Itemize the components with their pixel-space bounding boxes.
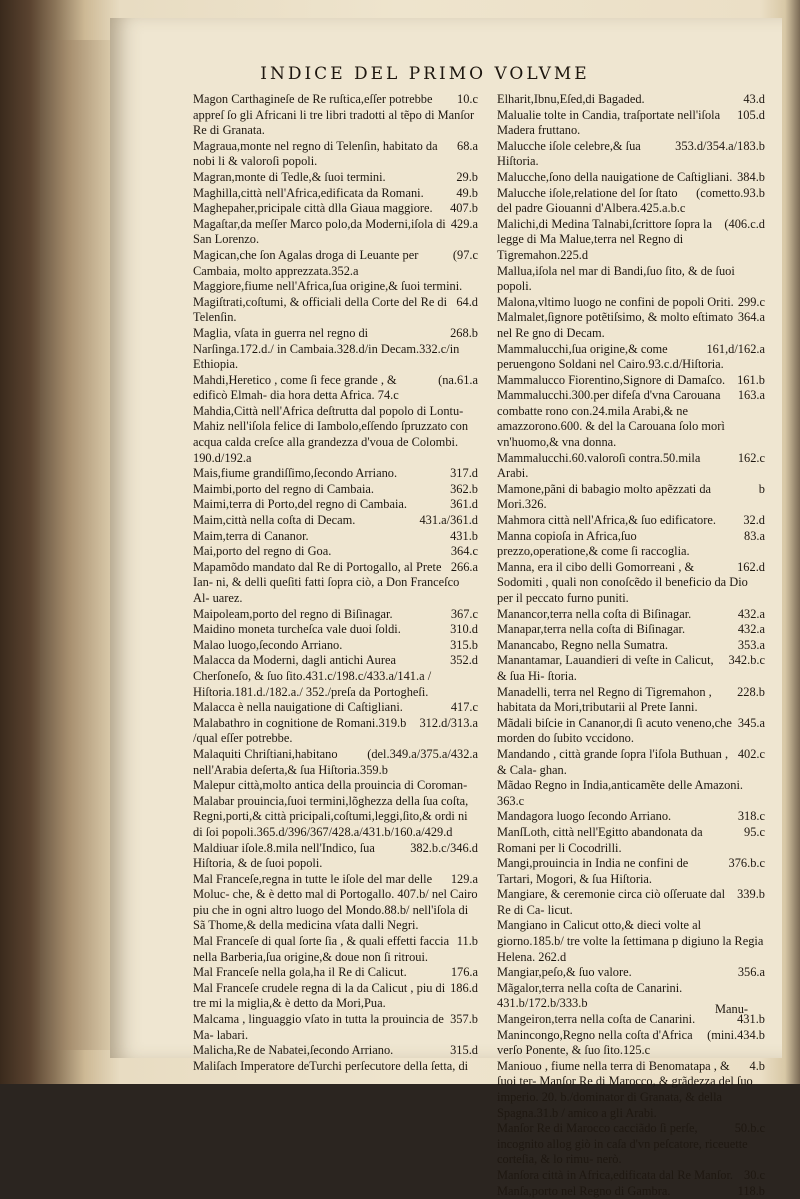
index-entry-text: Mangeiron,terra nella coſta de Canarini.: [497, 1012, 696, 1027]
index-entry-text: Mãdali biſcie in Cananor,di ſi acuto veneno,che morden do ſubito vccidono.: [497, 715, 732, 746]
index-entry-reference: 83.a: [744, 528, 765, 543]
index-entry-text: Malualie tolte in Candia, traſportate nell'iſola Madera fruttano.: [497, 107, 721, 138]
index-entry: [193, 170, 478, 186]
index-entry: [497, 139, 765, 170]
index-entry-text: Malucche iſole,relatione del ſor ſtato del padre Giouanni d'Albera.425.a.b.c: [497, 185, 686, 216]
index-entry-text: Mammalucchi.300.per difeſa d'vna Carouana combatte rono con.24.mila Arabi,& ne amazzorono.600. & del la Carouana ſolo morì vn'huomo,& vna donna.: [497, 388, 725, 450]
index-entry-reference: (del.349.a/375.a/432.a: [367, 746, 478, 761]
index-entry-text: Magon Carthagineſe de Re ruſtica,eſſer potrebbe appreſ ſo gli Africani li tre libri tradotti al tẽpo di Manſor Re di Granata.: [193, 92, 475, 138]
index-entry: [193, 607, 478, 623]
index-entry-reference: 163.a: [737, 388, 765, 403]
index-entry: [193, 186, 478, 202]
index-entry-text: Mammalucchi.60.valoroſi contra.50.mila Arabi.: [497, 450, 701, 481]
index-entry-text: Manancabo, Regno nella Sumatra.: [497, 637, 669, 652]
index-entry: [193, 201, 478, 217]
index-entry-reference: 402.c: [737, 746, 765, 761]
index-entry-text: Malmalet,ſignore potẽtiſsimo, & molto eſtimato nel Re gno di Decam.: [497, 310, 734, 340]
index-entry-text: Maggiore,fiume nell'Africa,ſua origine,& ſuoi termini.: [193, 279, 463, 294]
index-entry-text: Malicha,Re de Nabatei,ſecondo Arriano.: [193, 1043, 394, 1058]
index-entry: [497, 685, 765, 716]
index-entry: [497, 825, 765, 856]
index-entry: [193, 1012, 478, 1043]
index-entry: [193, 404, 478, 466]
index-entry-text: Manna, era il cibo delli Gomorreani , & Sodomiti , quali non conoſcẽdo il beneficio da Dio per il peccato furno puniti.: [497, 559, 748, 605]
index-entry: [497, 965, 765, 981]
index-entry-text: Malcama , linguaggio vſato in tutta la prouincia de Ma- labari.: [193, 1012, 444, 1042]
index-entry-reference: 105.d: [737, 107, 765, 122]
index-entry-reference: 162.c: [737, 450, 765, 465]
index-entry-reference: 266.a: [450, 559, 478, 574]
index-entry-reference: 4.b: [749, 1058, 765, 1073]
index-entry: [497, 918, 765, 965]
index-entry-reference: 432.a: [737, 606, 765, 621]
index-entry-text: Manſora città in Africa,edificata dal Re Manſor.: [497, 1167, 734, 1182]
index-entry: [193, 700, 478, 716]
index-entry-reference: 161,d/162.a: [706, 341, 765, 356]
index-entry-text: Mal Franceſe nella gola,ha il Re di Calicut.: [193, 965, 407, 980]
index-entry-text: Manſa,porto nel Regno di Gambra.: [497, 1183, 671, 1198]
index-entry-reference: 315.d: [450, 1043, 478, 1058]
index-entry-text: Mandagora luogo ſecondo Arriano.: [497, 809, 672, 824]
index-entry-reference: 299.c: [737, 294, 765, 309]
index-entry: [193, 497, 478, 513]
index-entry-reference: 431.a/361.d: [419, 513, 478, 528]
index-entry-reference: 118.b: [737, 1183, 765, 1198]
index-entry-text: Mal Franceſe crudele regna di la da Calicut , piu di tre mi la miglia,& è detto da Mori,Pua.: [193, 980, 446, 1011]
index-entry-text: Mãdao Regno in India,anticamẽte delle Amazoni. 363.c: [497, 778, 744, 808]
index-entry-text: Maglia, vſata in guerra nel regno di Narſinga.172.d./ in Cambaia.328.d/in Decam.332.c/in Ethiopia.: [193, 325, 460, 372]
index-entry-reference: 268.b: [450, 325, 478, 340]
index-entry-text: Maim,terra di Cananor.: [193, 528, 309, 543]
index-entry-text: Maimbi,porto del regno di Cambaia.: [193, 481, 375, 496]
index-entry-reference: 431.b: [737, 1012, 765, 1027]
index-entry: [497, 92, 765, 108]
index-entry-text: Mandando , città grande ſopra l'iſola Buthuan , & Cala- ghan.: [497, 746, 729, 777]
index-entry: [497, 295, 765, 311]
index-entry-text: Mahdi,Heretico , come ſi fece grande , & edificò Elmah- dia hora detta Africa. 74.c: [193, 372, 399, 403]
index-entry: [497, 451, 765, 482]
index-entry: [497, 513, 765, 529]
index-entry: [497, 373, 765, 389]
index-entry-text: Manantamar, Lauandieri di veſte in Calicut, & ſua Hi- ſtoria.: [497, 653, 714, 683]
index-entry-reference: 339.b: [737, 887, 765, 902]
index-entry: [497, 716, 765, 747]
index-entry-text: Mamone,pãni di babagio molto apẽzzati da Mori.326.: [497, 481, 712, 512]
index-entry: [497, 560, 765, 607]
index-entry-text: Mahmora città nell'Africa,& ſuo edificatore.: [497, 513, 716, 528]
index-entry: [497, 1059, 765, 1121]
index-entry-text: Maimi,terra di Porto,del regno di Cambaia.: [193, 497, 408, 512]
index-entry-text: Manna copioſa in Africa,ſuo prezzo,operatione,& come ſi raccoglia.: [497, 528, 690, 559]
index-entry: [497, 1168, 765, 1184]
index-entry-text: Maghepaher,pricipale città dlla Giaua maggiore.: [193, 201, 433, 216]
index-entry-reference: 353.a: [737, 637, 765, 652]
index-entry: [497, 1028, 765, 1059]
index-entry: [497, 622, 765, 638]
index-entry: [193, 841, 478, 872]
index-entry-reference: 353.d/354.a/183.b: [675, 138, 765, 153]
index-entry-reference: 161.b: [737, 372, 765, 387]
index-entry: [193, 872, 478, 934]
index-entry-text: Manapar,terra nella coſta di Biſinagar.: [497, 622, 686, 637]
index-entry: [193, 638, 478, 654]
index-entry-reference: 417.c: [450, 700, 478, 715]
index-entry-text: Maldiuar iſole.8.mila nell'Indico, ſua Hiſtoria, & de ſuoi popoli.: [193, 840, 375, 871]
index-entry-reference: 30.c: [744, 1167, 765, 1182]
index-entry-text: Elharit,Ibnu,Eſed,di Bagaded.: [497, 92, 645, 106]
index-entry-reference: 364.a: [737, 310, 765, 325]
index-entry: [497, 887, 765, 918]
index-entry-reference: 364.c: [450, 544, 478, 559]
index-entry-text: Manſor Re di Marocco cacciãdo ſi perſe, incognito allog giò in caſa d'vn peſcatore, riceuette corteſia, & lo rimu- nerò.: [497, 1121, 748, 1167]
index-entry: [193, 716, 478, 747]
index-entry: [497, 482, 765, 513]
index-entry-text: Maliſach Imperatore deTurchi perſecutore della ſetta, di: [193, 1058, 469, 1073]
index-entry-text: ManſLoth, città nell'Egitto abandonata da Romani per li Cocodrilli.: [497, 824, 703, 855]
index-entry-text: Maidino moneta turcheſca vale duoi ſoldi.: [193, 622, 401, 637]
index-entry-reference: 315.b: [450, 637, 478, 652]
index-entry: [497, 217, 765, 264]
index-entry-text: Malucche iſole celebre,& ſua Hiſtoria.: [497, 138, 641, 169]
index-entry: [193, 513, 478, 529]
index-entry: [193, 373, 478, 404]
index-entry-reference: 407.b: [450, 201, 478, 216]
index-entry-reference: 29.b: [456, 169, 478, 184]
index-entry: [497, 342, 765, 373]
index-entry-reference: 376.b.c: [728, 856, 765, 871]
index-entry-reference: 352.d: [450, 653, 478, 668]
index-entry-text: Manincongo,Regno nella coſta d'Africa verſo Ponente, & ſuo ſito.125.c: [497, 1027, 693, 1058]
index-entry: [497, 310, 765, 341]
index-entry-text: Malucche,ſono della nauigatione de Caſtigliani.: [497, 169, 733, 184]
index-entry-reference: 176.a: [450, 965, 478, 980]
index-entry-text: Malacca è nella nauigatione di Caſtigliani.: [193, 700, 403, 715]
index-entry-reference: 32.d: [743, 513, 765, 528]
index-entry: [193, 965, 478, 981]
index-entry-text: Mal Franceſe,regna in tutte le iſole del mar delle Moluc- che, & è detto mal di Portogallo. 407.b/ nel Cairo piu che in ogni altro luogo del Mondo.88.b/ nell'iſola di Sã Thome,& della medicina vſata dalli Negri.: [193, 871, 478, 933]
index-entry: [193, 529, 478, 545]
index-entry-text: Mai,porto del regno di Goa.: [193, 544, 332, 559]
index-entry-reference: (97.c: [452, 247, 478, 262]
index-entry-reference: 317.d: [450, 466, 478, 481]
index-entry: [193, 279, 478, 295]
index-entry: [193, 622, 478, 638]
index-entry-text: Malona,vltimo luogo ne confini de popoli Oriti.: [497, 294, 734, 309]
index-entry-text: Mais,fiume grandiſſimo,ſecondo Arriano.: [193, 466, 398, 481]
index-column-left: [193, 92, 478, 1074]
index-entry-reference: 357.b: [450, 1012, 478, 1027]
index-entry: [497, 638, 765, 654]
index-entry-reference: 342.b.c: [728, 653, 765, 668]
index-entry-reference: 49.b: [456, 185, 478, 200]
index-entry-text: Mammalucco Fiorentino,Signore di Damaſco.: [497, 372, 726, 387]
index-entry-text: Malaquiti Chriſtiani,habitano nell'Arabia deſerta,& ſua Hiſtoria.359.b: [193, 746, 388, 777]
index-entry-text: Magaſtar,da meſſer Marco polo,da Moderni,iſola di San Lorenzo.: [193, 216, 446, 247]
index-entry-reference: 432.a: [737, 622, 765, 637]
index-entry: [497, 186, 765, 217]
index-entry: [193, 981, 478, 1012]
index-entry-reference: 361.d: [450, 497, 478, 512]
index-entry-reference: 162.d: [737, 559, 765, 574]
index-entry-text: Mal Franceſe di qual ſorte ſia , & quali effetti faccia nella Barberia,ſua origine,& doue non ſi ritroui.: [193, 934, 450, 964]
index-entry-text: Mãgalor,terra nella coſta de Canarini. 431.b/172.b/333.b: [497, 980, 683, 1011]
index-entry-text: Mapamõdo mandato dal Re di Portogallo, al Prete Ian- ni, & delli queſiti fatti ſopra ciò, a Don Franceſco Al- uarez.: [193, 559, 460, 605]
index-entry-reference: 50.b.c: [734, 1121, 765, 1136]
index-entry-text: Malacca da Moderni, dagli antichi Aurea Cherſoneſo, & ſuo ſito.431.c/198.c/433.a/141.a / Hiſtoria.181.d./182.a./ 352./preſa da Portogheſi.: [193, 653, 432, 699]
index-entry-text: Mangiare, & ceremonie circa ciò oſſeruate dal Re di Ca- licut.: [497, 887, 726, 917]
index-entry-reference: 367.c: [450, 606, 478, 621]
index-entry-reference: (cometto.93.b: [696, 185, 765, 200]
index-entry-text: Magran,monte di Tedle,& ſuoi termini.: [193, 169, 386, 184]
index-entry-reference: 362.b: [450, 481, 478, 496]
index-entry-reference: 43.d: [743, 92, 765, 106]
index-entry-reference: 312.d/313.a: [419, 715, 478, 730]
index-entry-reference: 186.d: [450, 980, 478, 995]
index-entry-reference: 64.d: [456, 294, 478, 309]
index-entry-text: Malepur città,molto antica della prouincia di Coroman- Malabar prouincia,ſuoi termini,lõghezza della ſua coſta, Regni,porti,& città pricipali,coſtumi,leggi,ſito,& ordi ni di ſoi popoli.365.d/396/367/428.a/431.b/160.a/429.d: [193, 778, 469, 839]
index-entry: [497, 778, 765, 809]
index-entry: [193, 482, 478, 498]
index-entry: [497, 856, 765, 887]
index-entry: [497, 607, 765, 623]
index-entry: [193, 560, 478, 607]
index-entry: [193, 747, 478, 778]
page-header: INDICE DEL PRIMO VOLVME: [260, 64, 590, 84]
index-entry-reference: b: [758, 481, 765, 496]
index-entry-reference: 384.b: [737, 169, 765, 184]
index-entry: [497, 653, 765, 684]
book-gutter: [40, 40, 120, 1050]
index-entry-text: Mangiar,peſo,& ſuo valore.: [497, 965, 632, 980]
index-entry-reference: 429.a: [450, 216, 478, 231]
index-entry-text: Mangi,prouincia in India ne confini de Tartari, Mogori, & ſua Hiſtoria.: [497, 856, 689, 886]
index-entry: [193, 778, 478, 840]
index-entry-reference: (na.61.a: [438, 372, 478, 387]
index-entry-reference: (mini.434.b: [707, 1027, 765, 1042]
index-entry-reference: 228.b: [737, 684, 765, 699]
index-entry-reference: 431.b: [450, 528, 478, 543]
index-entry-reference: 382.b.c/346.d: [410, 840, 478, 855]
index-entry: [497, 108, 765, 139]
index-entry: [193, 217, 478, 248]
index-entry: [193, 653, 478, 700]
index-entry-text: Maniouo , fiume nella terra di Benomatapa , & ſuoi ter- Manſor Re di Marocco, & grãdezza del ſuo imperio. 20. b./dominator di Granata, & della Spagna.31.b / amico a gli Arabi.: [497, 1058, 753, 1120]
index-entry-text: Manadelli, terra nel Regno di Tigremahon , habitata da Mori,tributarii al Prete Ianni.: [497, 684, 712, 715]
index-entry: [497, 529, 765, 560]
index-entry: [497, 264, 765, 295]
index-entry: [193, 934, 478, 965]
index-entry: [497, 170, 765, 186]
index-entry-text: Maim,città nella coſta di Decam.: [193, 513, 356, 528]
index-entry: [193, 1043, 478, 1059]
index-entry: [193, 544, 478, 560]
index-entry-text: Mammalucchi,ſua origine,& come peruengono Soldani nel Cairo.93.c.d/Hiſtoria.: [497, 341, 724, 372]
index-entry-text: Manancor,terra nella coſta di Biſinagar.: [497, 606, 692, 621]
index-entry-text: Mallua,iſola nel mar di Bandi,ſuo ſito, & de ſuoi popoli.: [497, 263, 735, 294]
index-entry-text: Maipoleam,porto del regno di Biſinagar.: [193, 606, 393, 621]
index-entry: [193, 139, 478, 170]
index-entry: [193, 326, 478, 373]
index-entry-reference: 356.a: [737, 965, 765, 980]
index-entry-text: Malao luogo,ſecondo Arriano.: [193, 637, 343, 652]
index-entry-reference: 10.c: [457, 92, 478, 106]
index-entry-text: Mahdia,Città nell'Africa deſtrutta dal popolo di Lontu- Mahiz nell'iſola felice di Iambolo,eſſendo ſpruzzato con acqua calda creſce alla grandezza d'voua de Colombi. 190.d/192.a: [193, 403, 469, 465]
index-entry-text: Magiſtrati,coſtumi, & officiali della Corte del Re di Telenſin.: [193, 294, 448, 325]
catchword: Manu-: [715, 1002, 749, 1016]
index-entry-reference: 95.c: [744, 824, 765, 839]
index-entry: [193, 466, 478, 482]
index-entry-reference: 310.d: [450, 622, 478, 637]
index-entry-reference: 345.a: [737, 715, 765, 730]
index-entry: [193, 1059, 478, 1075]
index-entry-text: Mangiano in Calicut otto,& dieci volte al giorno.185.b/ tre volte la ſettimana p digiuno la Regia Helena. 262.d: [497, 918, 764, 964]
index-entry-text: Magican,che ſon Agalas droga di Leuante per Cambaia, molto apprezzata.352.a: [193, 247, 419, 278]
index-entry-reference: 68.a: [457, 138, 478, 153]
index-entry: [497, 747, 765, 778]
index-entry: [193, 92, 478, 139]
index-entry: [497, 1184, 765, 1199]
index-entry-text: Malabathro in cognitione de Romani.319.b /qual eſſer potrebbe.: [193, 715, 407, 746]
index-entry: [497, 388, 765, 450]
index-entry: [193, 295, 478, 326]
index-entry-reference: 11.b: [456, 934, 478, 949]
index-entry-reference: 129.a: [450, 871, 478, 886]
index-entry: [497, 809, 765, 825]
index-entry-text: Magraua,monte nel regno di Telenſin, habitato da nobi li & valoroſi popoli.: [193, 138, 438, 169]
index-entry-reference: (406.c.d: [724, 216, 765, 231]
index-column-right: [497, 92, 765, 1199]
index-entry-text: Maghilla,città nell'Africa,edificata da Romani.: [193, 185, 424, 200]
index-entry: [193, 248, 478, 279]
index-entry-reference: 318.c: [737, 809, 765, 824]
index-entry-text: Malichi,di Medina Talnabi,ſcrittore ſopra la legge di Ma Malue,terra nel Regno di Tigremahon.225.d: [497, 216, 712, 262]
index-entry: [497, 1121, 765, 1168]
